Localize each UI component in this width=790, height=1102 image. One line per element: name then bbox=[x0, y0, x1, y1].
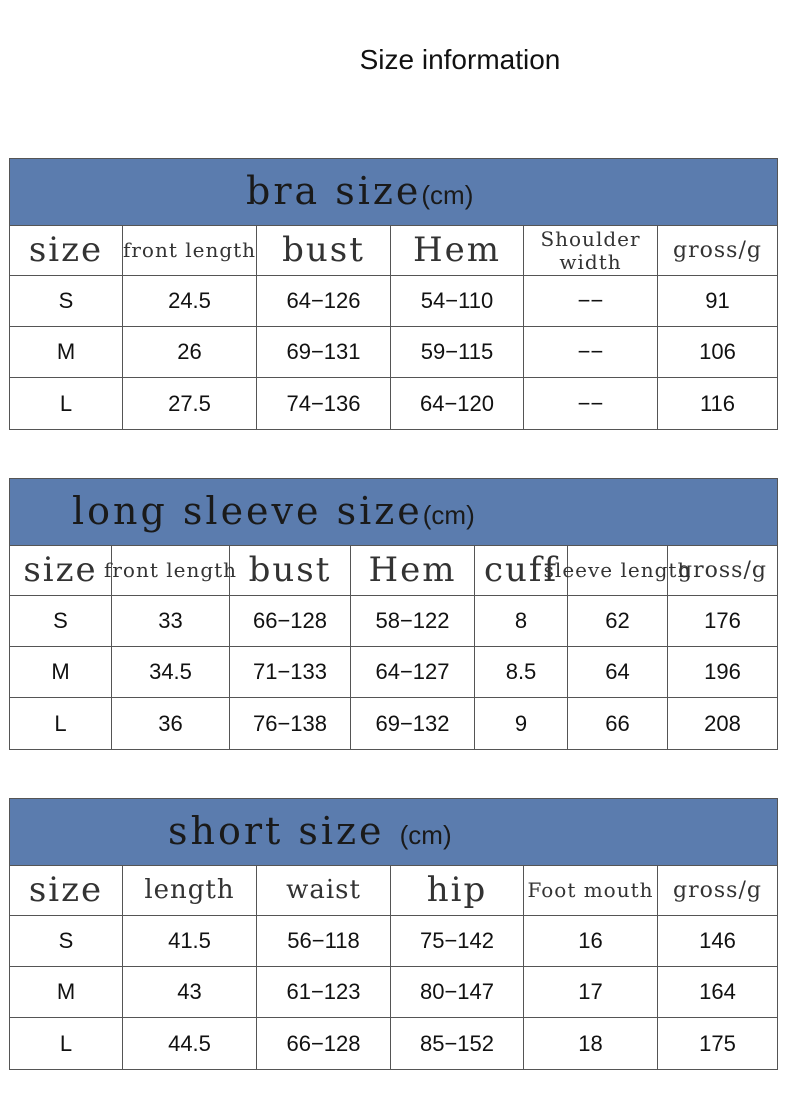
table-cell: 146 bbox=[699, 928, 736, 953]
table-cell: 66 bbox=[568, 698, 668, 749]
table-row bbox=[10, 698, 777, 749]
column-header: gross/g bbox=[673, 237, 762, 263]
table-cell: 56−118 bbox=[257, 916, 391, 966]
table-cell: L bbox=[10, 698, 112, 749]
short-size-table bbox=[9, 798, 778, 1070]
table-cell: 58−122 bbox=[351, 596, 475, 646]
table-cell: 69−131 bbox=[257, 327, 391, 377]
table-cell: 61−123 bbox=[257, 967, 391, 1017]
table-header-band bbox=[10, 479, 777, 546]
table-cell: S bbox=[10, 596, 112, 646]
table-cell: 208 bbox=[704, 710, 741, 736]
long-sleeve-size-table bbox=[9, 478, 778, 750]
table-cell: 74−136 bbox=[257, 378, 391, 429]
table-cell: 116 bbox=[699, 390, 736, 416]
column-header: Shoulder width bbox=[524, 226, 658, 275]
table-title: long sleeve size(cm) bbox=[72, 489, 475, 533]
table-cell: 24.5 bbox=[123, 276, 257, 326]
table-cell: 75−142 bbox=[391, 916, 524, 966]
table-cell: 66−128 bbox=[230, 596, 351, 646]
table-cell: 196 bbox=[704, 659, 741, 684]
table-cell: 59−115 bbox=[391, 327, 524, 377]
column-header: size bbox=[10, 866, 123, 915]
table-cell: 26 bbox=[123, 327, 257, 377]
header-row bbox=[10, 226, 777, 276]
table-cell: 85−152 bbox=[391, 1018, 524, 1069]
column-header: bust bbox=[257, 226, 391, 275]
column-header: gross/g bbox=[673, 877, 762, 903]
table-cell: 64−120 bbox=[391, 378, 524, 429]
table-cell: 64−127 bbox=[351, 647, 475, 697]
table-title: short size (cm) bbox=[168, 809, 452, 853]
table-cell: 175 bbox=[699, 1030, 736, 1056]
table-cell: 76−138 bbox=[230, 698, 351, 749]
table-row bbox=[10, 967, 777, 1018]
table-cell: 91 bbox=[705, 288, 730, 313]
table-cell: L bbox=[10, 378, 123, 429]
column-header: Hem bbox=[351, 546, 475, 595]
column-header: front length bbox=[123, 226, 257, 275]
table-cell: 9 bbox=[475, 698, 568, 749]
table-cell: 41.5 bbox=[123, 916, 257, 966]
table-title: bra size(cm) bbox=[246, 169, 474, 213]
table-row bbox=[10, 327, 777, 378]
table-cell: 44.5 bbox=[123, 1018, 257, 1069]
table-cell: 27.5 bbox=[123, 378, 257, 429]
bra-size-table bbox=[9, 158, 778, 430]
column-header: Foot mouth bbox=[524, 866, 658, 915]
table-cell: M bbox=[10, 647, 112, 697]
table-row bbox=[10, 276, 777, 327]
table-cell: S bbox=[10, 276, 123, 326]
column-header: size bbox=[10, 226, 123, 275]
table-cell: 43 bbox=[123, 967, 257, 1017]
column-header: Hem bbox=[391, 226, 524, 275]
table-cell: 106 bbox=[699, 339, 736, 364]
table-row bbox=[10, 916, 777, 967]
table-cell: 18 bbox=[524, 1018, 658, 1069]
column-header: front length bbox=[112, 546, 230, 595]
table-cell: M bbox=[10, 327, 123, 377]
column-header: waist bbox=[257, 866, 391, 915]
column-header: bust bbox=[230, 546, 351, 595]
page-title: Size information bbox=[359, 44, 561, 75]
table-cell: 62 bbox=[568, 596, 668, 646]
table-cell: 36 bbox=[112, 698, 230, 749]
table-cell: 8 bbox=[475, 596, 568, 646]
table-cell: 176 bbox=[704, 608, 741, 633]
table-cell: S bbox=[10, 916, 123, 966]
table-cell: 54−110 bbox=[391, 276, 524, 326]
header-row bbox=[10, 546, 777, 596]
table-row bbox=[10, 647, 777, 698]
table-cell: −− bbox=[524, 327, 658, 377]
table-row bbox=[10, 378, 777, 429]
table-cell: L bbox=[10, 1018, 123, 1069]
table-cell: 34.5 bbox=[112, 647, 230, 697]
table-cell: 16 bbox=[524, 916, 658, 966]
table-cell: −− bbox=[524, 276, 658, 326]
table-cell: 66−128 bbox=[257, 1018, 391, 1069]
column-header: length bbox=[123, 866, 257, 915]
table-cell: 164 bbox=[699, 979, 736, 1004]
table-row bbox=[10, 596, 777, 647]
table-cell: 8.5 bbox=[475, 647, 568, 697]
table-cell: 17 bbox=[524, 967, 658, 1017]
table-cell: M bbox=[10, 967, 123, 1017]
table-cell: 33 bbox=[112, 596, 230, 646]
table-row bbox=[10, 1018, 777, 1069]
table-cell: −− bbox=[524, 378, 658, 429]
table-cell: 71−133 bbox=[230, 647, 351, 697]
table-cell: 64−126 bbox=[257, 276, 391, 326]
column-header: sleeve length bbox=[568, 546, 668, 595]
header-row bbox=[10, 866, 777, 916]
table-cell: 69−132 bbox=[351, 698, 475, 749]
column-header: gross/g bbox=[678, 557, 767, 583]
table-cell: 80−147 bbox=[391, 967, 524, 1017]
column-header: size bbox=[10, 546, 112, 595]
column-header: hip bbox=[391, 866, 524, 915]
table-header-band bbox=[10, 799, 777, 866]
table-cell: 64 bbox=[568, 647, 668, 697]
table-header-band bbox=[10, 159, 777, 226]
column-header: cuff bbox=[475, 546, 568, 595]
